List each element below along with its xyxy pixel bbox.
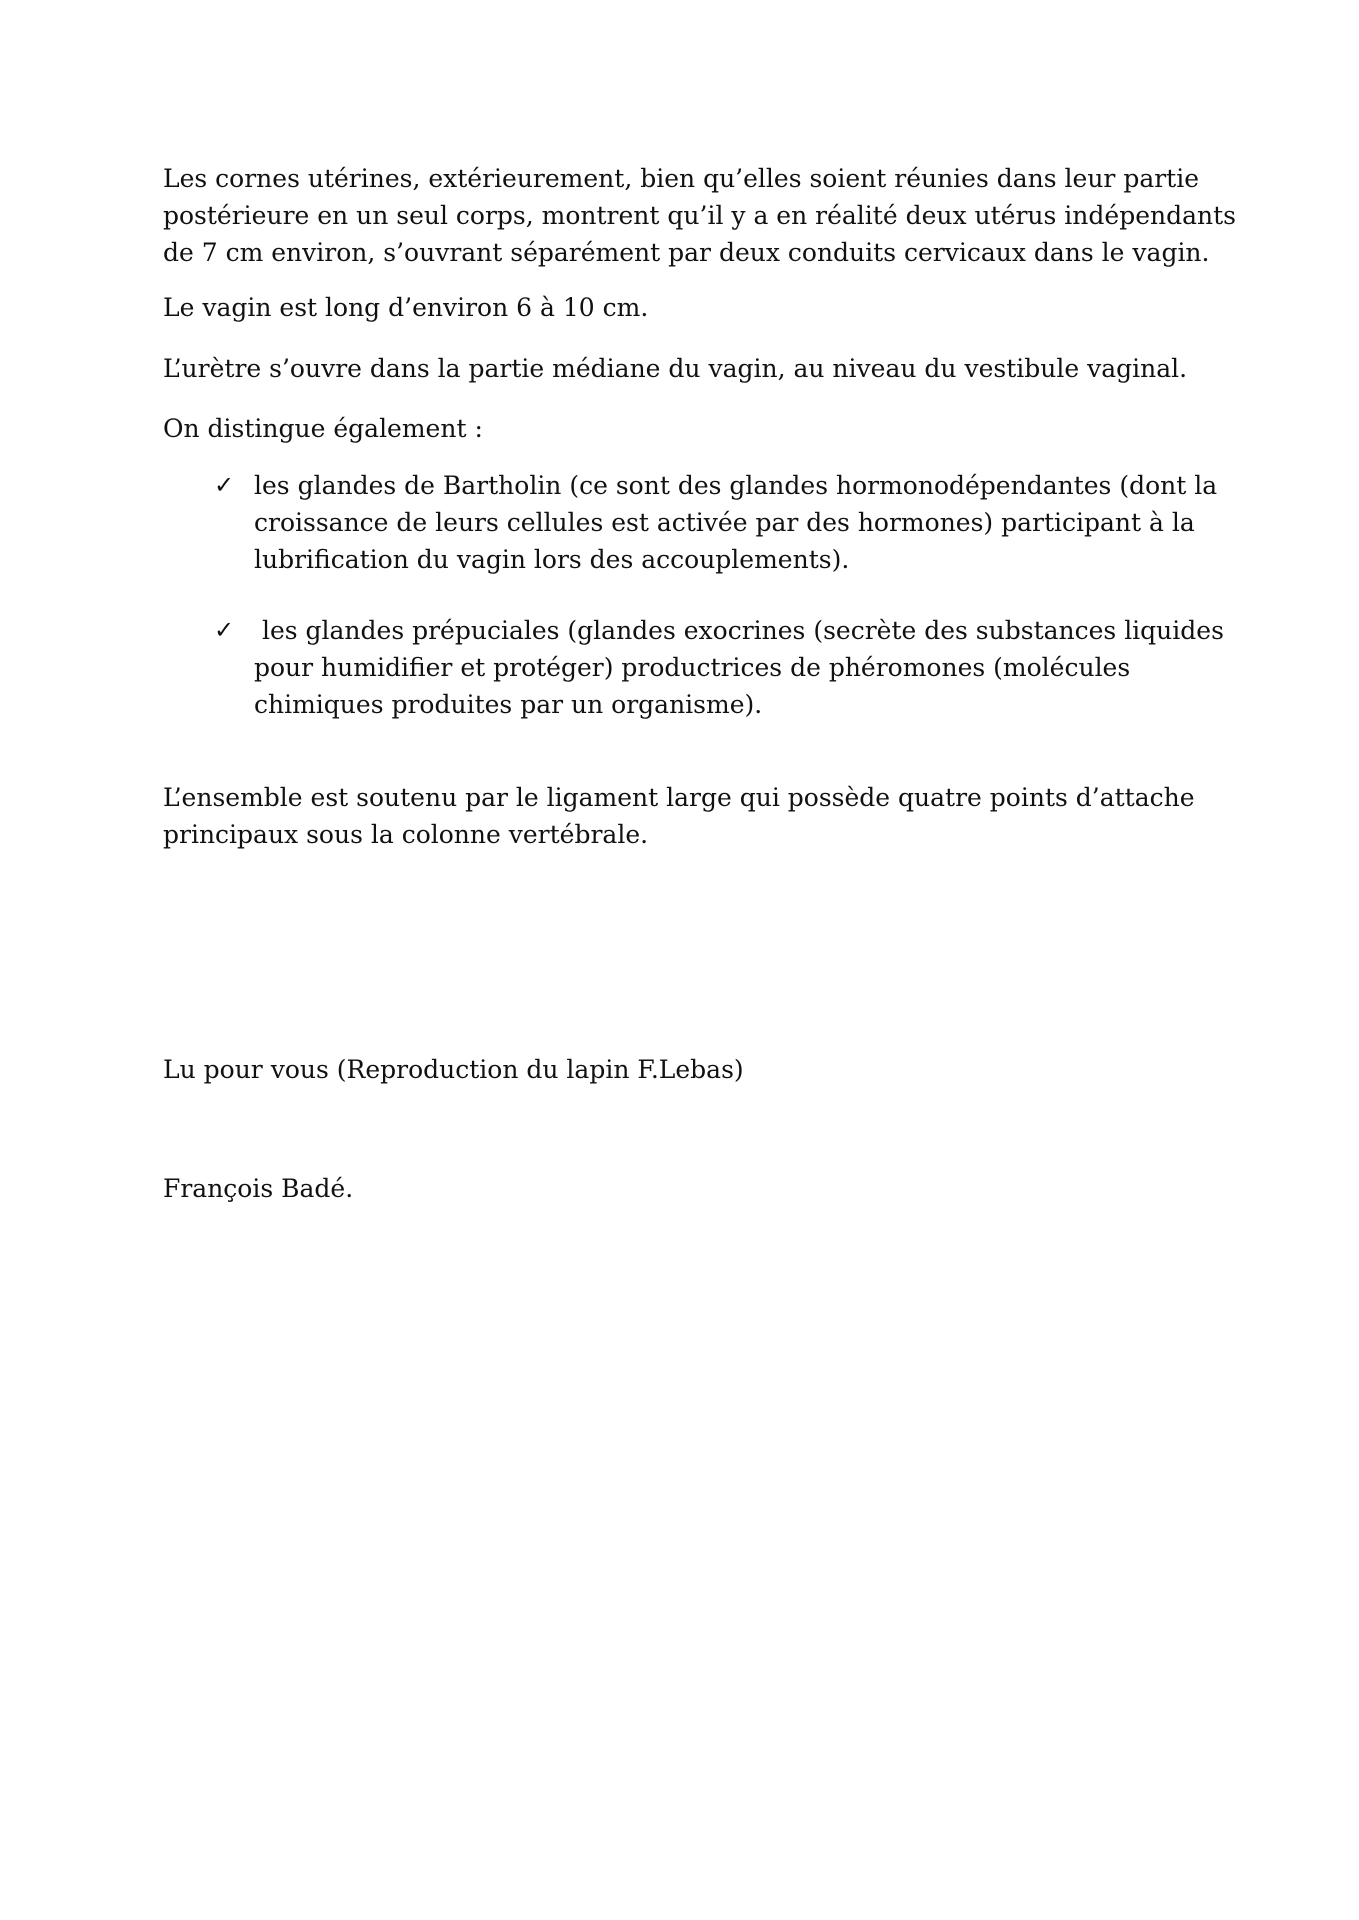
checkmark-icon: ✓ [214,471,235,499]
paragraph-intro-list [163,410,1213,447]
source-credit [163,1051,1213,1088]
text-line: de 7 cm environ, s’ouvrant séparément par deux conduits cervicaux dans le vagin. [163,238,1210,267]
author-signature [163,1170,1213,1207]
paragraph-uterine-horns [163,160,1236,271]
text-line: lubrification du vagin lors des accouplements). [254,545,850,574]
text-line: Lu pour vous (Reproduction du lapin F.Lebas) [163,1055,744,1084]
paragraph-urethra [163,350,1213,387]
text-line: Les cornes utérines, extérieurement, bien qu’elles soient réunies dans leur partie [163,164,1200,193]
text-line: postérieure en un seul corps, montrent qu’il y a en réalité deux utérus indépendants [163,201,1236,230]
text-line: chimiques produites par un organisme). [254,690,763,719]
list-item-preputial [214,612,1224,723]
text-line: Le vagin est long d’environ 6 à 10 cm. [163,293,649,322]
text-line: L’ensemble est soutenu par le ligament large qui possède quatre points d’attache [163,783,1195,812]
text-line: les glandes de Bartholin (ce sont des glandes hormonodépendantes (dont la [254,471,1218,500]
checkmark-icon: ✓ [214,616,235,644]
list-item-text [254,612,1224,723]
list-item-bartholin [214,467,1218,578]
text-line: pour humidifier et protéger) productrices de phéromones (molécules [254,653,1131,682]
text-line: croissance de leurs cellules est activée par des hormones) participant à la [254,508,1195,537]
list-item-text [254,467,1217,578]
text-line: L’urètre s’ouvre dans la partie médiane du vagin, au niveau du vestibule vaginal. [163,354,1188,383]
text-line: François Badé. [163,1174,354,1203]
text-line: principaux sous la colonne vertébrale. [163,820,649,849]
text-line: On distingue également : [163,414,483,443]
text-line: les glandes prépuciales (glandes exocrines (secrète des substances liquides [254,616,1224,645]
paragraph-ligament [163,779,1213,853]
paragraph-vagina-length [163,289,1213,326]
